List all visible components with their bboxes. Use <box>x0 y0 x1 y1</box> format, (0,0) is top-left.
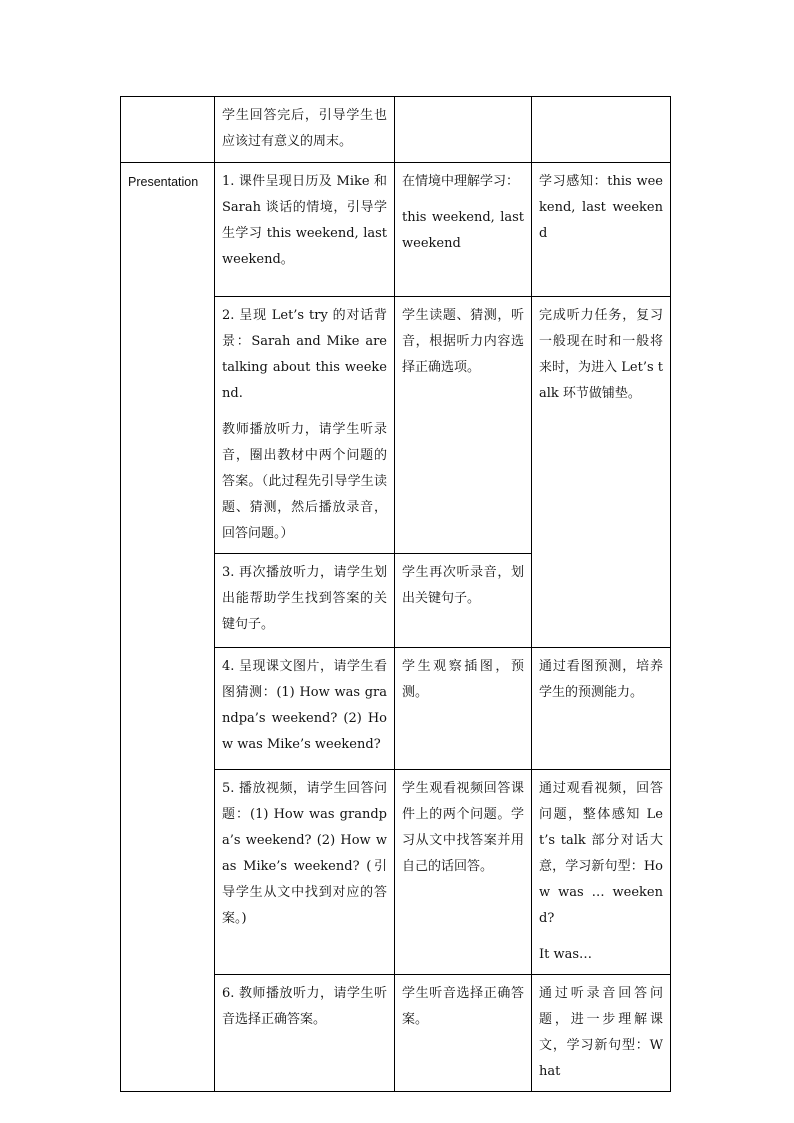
teacher-activity-cell <box>215 163 395 297</box>
teacher-activity-cell <box>215 975 395 1092</box>
phase-cell <box>121 97 215 163</box>
student-activity-text: 学生观看视频回答课件上的两个问题。学习从文中找答案并用自己的话回答。 <box>402 781 524 874</box>
student-activity-cell <box>395 97 532 163</box>
purpose-cell <box>532 297 671 648</box>
student-activity-text: 在情境中理解学习： <box>402 174 520 189</box>
phase-cell <box>121 163 215 1092</box>
teacher-activity-cell <box>215 554 395 648</box>
student-activity-cell <box>395 648 532 770</box>
teacher-activity-text: 5. 播放视频，请学生回答问题：(1) How was grandpa’s weekend? (2) How was Mike’s weekend? (引导学生从文中找到对应的答案。) <box>222 781 387 926</box>
purpose-text: 完成听力任务，复习一般现在时和一般将来时，为进入 Let’s talk 环节做铺垫。 <box>539 308 663 401</box>
teacher-activity-text: 4. 呈现课文图片，请学生看图猜测：(1) How was grandpa’s weekend? (2) How was Mike’s weekend? <box>222 659 387 752</box>
purpose-cell <box>532 975 671 1092</box>
teacher-activity-text: 1. 课件呈现日历及 Mike 和 Sarah 谈话的情境，引导学生学习 this weekend, last weekend。 <box>222 174 387 267</box>
purpose-text: 通过观看视频，回答问题，整体感知 Let’s talk 部分对话大意，学习新句型：How was … weekend? <box>539 781 663 926</box>
student-activity-cell <box>395 975 532 1092</box>
teacher-activity-cell <box>215 297 395 554</box>
student-activity-text: 学生再次听录音，划出关键句子。 <box>402 565 524 606</box>
student-activity-cell <box>395 770 532 975</box>
purpose-text: 通过看图预测，培养学生的预测能力。 <box>539 659 663 700</box>
teacher-activity-cell <box>215 648 395 770</box>
purpose-cell <box>532 97 671 163</box>
lesson-plan-table <box>120 96 671 1092</box>
teacher-activity-text: 6. 教师播放听力，请学生听音选择正确答案。 <box>222 986 387 1027</box>
teacher-activity-cell <box>215 770 395 975</box>
teacher-activity-cell <box>215 97 395 163</box>
student-activity-text: 学生听音选择正确答案。 <box>402 986 524 1027</box>
student-activity-cell <box>395 554 532 648</box>
student-activity-cell <box>395 163 532 297</box>
teacher-activity-text: 学生回答完后，引导学生也应该过有意义的周末。 <box>222 108 387 149</box>
student-activity-text: 学生观察插图，预测。 <box>402 659 524 700</box>
purpose-text: 通过听录音回答问题，进一步理解课文，学习新句型：What <box>539 986 663 1079</box>
phase-label: Presentation <box>128 175 199 189</box>
purpose-cell <box>532 770 671 975</box>
teacher-activity-text: 3. 再次播放听力，请学生划出能帮助学生找到答案的关键句子。 <box>222 565 387 632</box>
student-activity-cell <box>395 297 532 554</box>
teacher-activity-text: 教师播放听力，请学生听录音，圈出教材中两个问题的答案。（此过程先引导学生读题、猜测，然后播放录音，回答问题。） <box>222 422 387 541</box>
teacher-activity-text: 2. 呈现 Let’s try 的对话背景：Sarah and Mike are talking about this weekend. <box>222 308 387 401</box>
table-row <box>121 97 671 163</box>
lesson-plan-body <box>121 97 671 1092</box>
student-activity-text: this weekend, last weekend <box>402 210 524 251</box>
purpose-text: It was… <box>539 947 593 962</box>
student-activity-text: 学生读题、猜测，听音，根据听力内容选择正确选项。 <box>402 308 524 375</box>
purpose-text: 学习感知：this weekend, last weekend <box>539 174 663 241</box>
table-row <box>121 163 671 297</box>
purpose-cell <box>532 648 671 770</box>
purpose-cell <box>532 163 671 297</box>
